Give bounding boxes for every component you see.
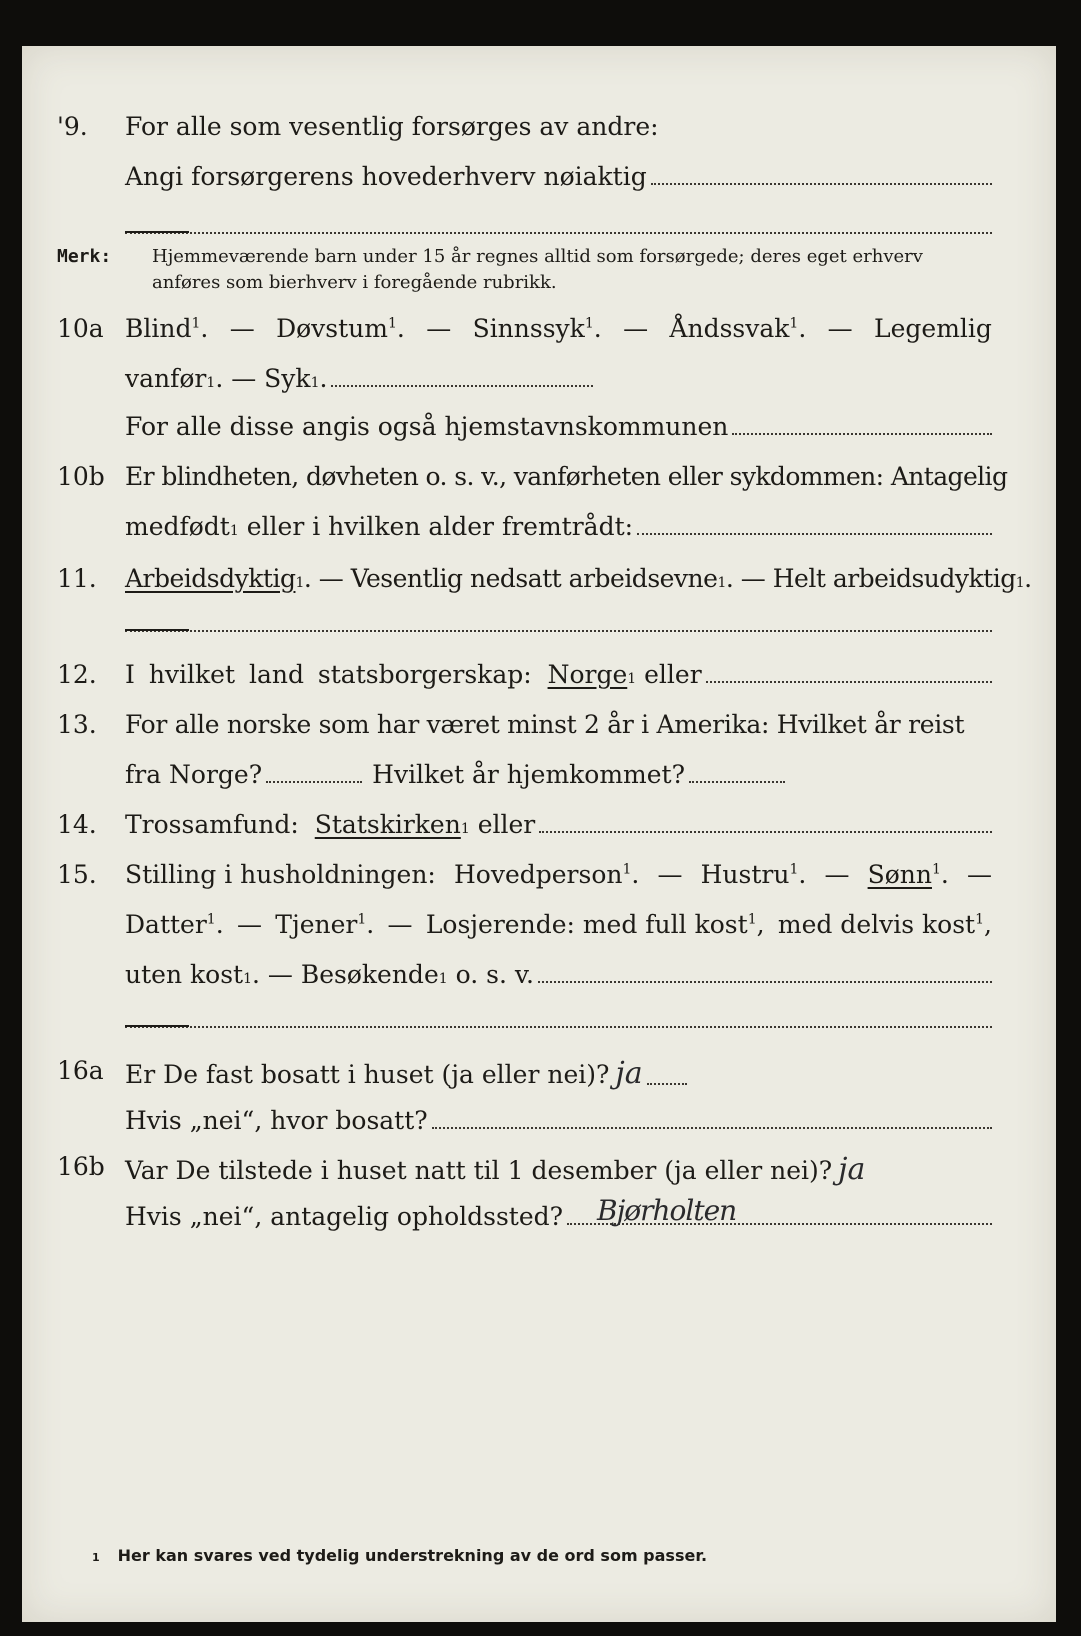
q12-eller: eller	[644, 660, 702, 689]
q10b-row2: medfødt 1 eller i hvilken alder fremtrådt:	[22, 512, 1056, 552]
q10a-kommune-line[interactable]	[732, 432, 992, 435]
q14-text: Trossamfund:	[125, 810, 299, 839]
q10a-row3	[22, 412, 1056, 452]
q10a-syk-line[interactable]	[331, 384, 593, 387]
q16b-line2: Hvis „nei“, antagelig opholdssted?	[125, 1202, 564, 1231]
q15-besokende[interactable]: Besøkende	[300, 960, 439, 989]
q10a-dovstum: Døvstum	[276, 314, 388, 343]
q14-row: 14. Trossamfund: Statskirken 1 eller	[22, 810, 1056, 850]
q9-line2: Angi forsørgerens hovederhverv nøiaktig	[125, 162, 647, 191]
q15-losjerende[interactable]: Losjerende: med full kost	[425, 910, 748, 939]
q11-udyktig[interactable]: Helt arbeidsudyktig	[772, 564, 1016, 593]
q10b-line2: eller i hvilken alder fremtrådt:	[246, 512, 634, 541]
q10b-number: 10b	[57, 462, 105, 491]
q9-row2	[22, 162, 1056, 202]
q13-number: 13.	[57, 710, 97, 739]
q14-eller: eller	[477, 810, 536, 839]
q13-hjem-line[interactable]	[689, 780, 785, 783]
q16b-line1: Var De tilstede i huset natt til 1 desember (ja eller nei)?	[125, 1156, 833, 1185]
q14-answer-line[interactable]	[539, 830, 992, 833]
footnote-text: Her kan svares ved tydelig understrekning av de ord som passer.	[117, 1546, 708, 1565]
q10b-medfodt: medfødt	[125, 512, 230, 541]
q10a-line3: For alle disse angis også hjemstavnskommunen	[125, 412, 729, 441]
q12-number: 12.	[57, 660, 97, 689]
q13-fra: fra Norge?	[125, 760, 263, 789]
q12-answer-line[interactable]	[706, 680, 992, 683]
q15-tjener[interactable]: Tjener	[275, 910, 358, 939]
q11-extra-line[interactable]	[125, 630, 992, 632]
q11-row: 11. Arbeidsdyktig 1 . — Vesentlig nedsatt arbeidsevne 1 . — Helt arbeidsudyktig 1 .	[57, 564, 1032, 593]
q13-hjem: Hvilket år hjemkommet?	[372, 760, 686, 789]
q10b-line1: Er blindheten, døvheten o. s. v., vanførheten eller sykdommen: Antagelig	[125, 462, 1008, 491]
q16a-answer: ja	[615, 1056, 643, 1091]
q15-extra-line[interactable]	[125, 1026, 992, 1028]
merk-text: Hjemmeværende barn under 15 år regnes alltid som forsørgede; deres eget erhverv anføres som bierhverv i foregående rubrikk.	[152, 246, 923, 293]
q11-number: 11.	[57, 564, 97, 593]
q15-stilling: Stilling i husholdningen:	[125, 860, 436, 889]
q15-datter[interactable]: Datter	[125, 910, 207, 939]
q15-sonn[interactable]: Sønn	[867, 860, 932, 889]
q12-norge[interactable]: Norge	[547, 660, 628, 689]
footnote-mark: 1	[92, 1551, 100, 1564]
q16a-number: 16a	[57, 1056, 104, 1085]
q16b-opphold-answer: Bjørholten	[597, 1194, 737, 1227]
q16b-answer: ja	[838, 1152, 866, 1187]
q10b-row	[22, 462, 1056, 502]
q16a-answer-line[interactable]	[647, 1082, 687, 1085]
q10a-syk: Syk	[264, 364, 311, 393]
q15-answer-line[interactable]	[538, 980, 992, 983]
q9-line1: For alle som vesentlig forsørges av andre:	[125, 112, 659, 141]
q10a-andssvak: Åndssvak	[669, 314, 790, 343]
q11-arbeidsdyktig[interactable]: Arbeidsdyktig	[125, 564, 296, 593]
q9-number: '9.	[57, 112, 88, 141]
census-form-page	[22, 46, 1056, 1622]
q15-row2: Datter$^1$. — Tjener$^1$. — Losjerende: med full kost$^1$, med delvis kost$^1$,	[125, 910, 992, 939]
q16b-row	[22, 1152, 1056, 1192]
q10a-row2: vanfør 1 . — Syk 1 .	[22, 364, 1056, 404]
q14-statskirken[interactable]: Statskirken	[314, 810, 461, 839]
q9-row	[22, 112, 1056, 152]
q13-row	[22, 710, 1056, 750]
q16a-line1: Er De fast bosatt i huset (ja eller nei)?	[125, 1060, 610, 1089]
q15-row3: uten kost 1 . — Besøkende 1 o. s. v.	[22, 960, 1056, 1000]
q10a-row: 10a Blind$^1$. — Døvstum$^1$. — Sinnssyk$^1$. — Åndssvak$^1$. — Legemlig	[57, 314, 992, 343]
q16a-bosatt-line[interactable]	[432, 1126, 992, 1129]
merk-note	[57, 244, 992, 300]
q9-answer-line[interactable]	[651, 182, 992, 185]
q16b-number: 16b	[57, 1152, 105, 1181]
q16a-row	[22, 1056, 1056, 1096]
q12-text: I hvilket land statsborgerskap:	[125, 660, 532, 689]
q12-row: 12. I hvilket land statsborgerskap: Norge 1 eller	[22, 660, 1056, 700]
q15-osv: o. s. v.	[455, 960, 534, 989]
q13-line1: For alle norske som har været minst 2 år i Amerika: Hvilket år reist	[125, 710, 965, 739]
footnote	[92, 1546, 707, 1565]
q10a-sinnssyk: Sinnssyk	[472, 314, 585, 343]
q16a-line2: Hvis „nei“, hvor bosatt?	[125, 1106, 428, 1135]
q13-fra-line[interactable]	[266, 780, 362, 783]
q16b-row2	[22, 1202, 1056, 1242]
q14-number: 14.	[57, 810, 97, 839]
q15-uten[interactable]: uten kost	[125, 960, 244, 989]
q15-row: 15. Stilling i husholdningen: Hovedperson$^1$. — Hustru$^1$. — Sønn$^1$. —	[57, 860, 992, 889]
q10b-answer-line[interactable]	[637, 532, 992, 535]
q10a-vanfor: vanfør	[125, 364, 207, 393]
q15-delvis[interactable]: med delvis kost	[777, 910, 976, 939]
q9-extra-line[interactable]	[125, 232, 992, 234]
merk-label: Merk:	[57, 246, 112, 267]
q10a-legemlig: Legemlig	[874, 314, 992, 343]
q16a-row2	[22, 1106, 1056, 1146]
q10a-number: 10a	[57, 314, 104, 343]
q15-hovedperson[interactable]: Hovedperson	[453, 860, 623, 889]
q10a-blind: Blind	[125, 314, 192, 343]
q15-number: 15.	[57, 860, 97, 889]
q11-nedsatt[interactable]: Vesentlig nedsatt arbeidsevne	[350, 564, 718, 593]
q15-hustru[interactable]: Hustru	[700, 860, 790, 889]
q13-row2	[22, 760, 1056, 800]
